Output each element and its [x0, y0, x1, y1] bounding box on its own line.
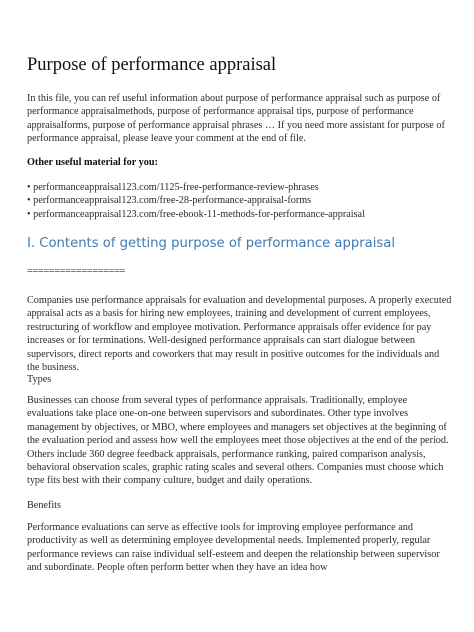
link-appraisal-forms[interactable]: • performanceappraisal123.com/free-28-performance-appraisal-forms	[27, 195, 312, 207]
section-heading: I. Contents of getting purpose of performance appraisal	[27, 236, 396, 251]
link-review-phrases[interactable]: • performanceappraisal123.com/1125-free-performance-review-phrases	[27, 182, 319, 193]
document-title: Purpose of performance appraisal	[27, 55, 277, 75]
paragraph-benefits: Performance evaluations can serve as effective tools for improving employee performance and productivity as well as determining employee developmental needs. Implemented properly, regular performance reviews can raise individual self-esteem and deepen the relationship between supervisor and subordinate. People often perform better when they have an idea how	[27, 522, 440, 574]
useful-links-list	[27, 181, 365, 221]
paragraph-types: Businesses can choose from several types of performance appraisals. Traditionally, employee evaluations take place one-on-one between supervisors and subordinates. Other type involves management by objectives, or MBO, where employees and managers set objectives at the beginning of the evaluation period and assess how well the employees meet those objectives at the end of the period. Others include 360 degree feedback appraisals, performance ranking, paired comparison analysis, behavioral observation scales, graphic rating scales and several others. Companies must choose which type fits best with their company culture, budget and daily operations.	[27, 395, 449, 487]
useful-material-heading: Other useful material for you:	[27, 157, 158, 168]
divider-rule: ==================	[27, 266, 126, 277]
benefits-label: Benefits	[27, 500, 61, 511]
intro-paragraph: In this file, you can ref useful information about purpose of performance appraisal such as purpose of performance appraisalmethods, purpose of performance appraisal tips, purpose of performance appraisalforms, purpose of performance appraisal phrases … If you need more assistant for purpose of performance appraisal, please leave your comment at the end of file.	[27, 93, 445, 145]
link-ebook-methods[interactable]: • performanceappraisal123.com/free-ebook-11-methods-for-performance-appraisal	[27, 208, 365, 220]
paragraph-purposes: Companies use performance appraisals for evaluation and developmental purposes. A properly executed appraisal acts as a basis for hiring new employees, training and development of current employees, restructuring of workflow and employee motivation. Performance appraisals offer evidence for pay increases or for terminations. Well-designed performance appraisals can start dialogue between supervisors, direct reports and coworkers that may result in positive outcomes for the individuals and the business.	[27, 295, 452, 374]
types-label: Types	[27, 374, 52, 385]
